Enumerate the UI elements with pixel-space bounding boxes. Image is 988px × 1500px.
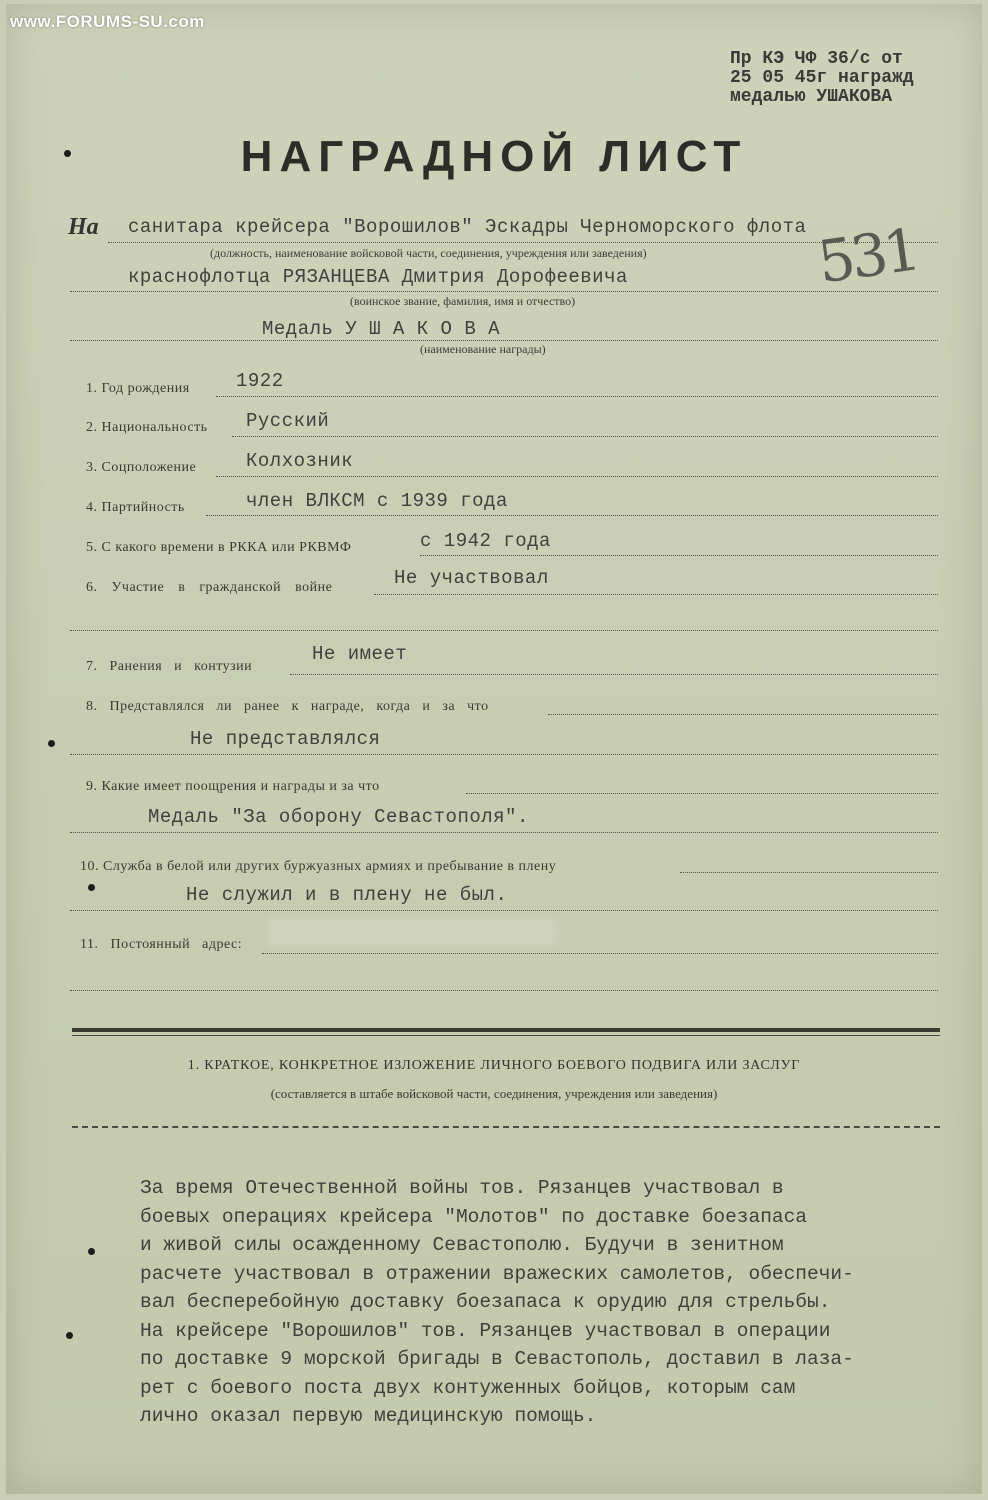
punch-hole bbox=[48, 740, 55, 747]
field-value-social-status: Колхозник bbox=[246, 450, 354, 472]
section-subtitle: (составляется в штабе войсковой части, соединения, учреждения или заведения) bbox=[270, 1086, 718, 1101]
field-label-previous-award: 8. Представлялся ли ранее к награде, когда и за что bbox=[86, 699, 489, 714]
field-line bbox=[216, 396, 938, 397]
field-value-nationality: Русский bbox=[246, 410, 330, 432]
narrative-line: по доставке 9 морской бригады в Севастополь, доставил в лаза- bbox=[140, 1348, 854, 1370]
position-line bbox=[108, 242, 938, 243]
field-label-party: 4. Партийность bbox=[86, 500, 185, 515]
field-line bbox=[548, 714, 938, 715]
narrative-line: За время Отечественной войны тов. Рязанцев участвовал в bbox=[140, 1177, 784, 1199]
document-title: НАГРАДНОЙ ЛИСТ bbox=[240, 132, 748, 181]
section-rule bbox=[72, 1028, 940, 1032]
field-line bbox=[206, 515, 938, 516]
handwritten-number: 531 bbox=[813, 215, 921, 297]
field-line bbox=[374, 594, 938, 595]
narrative-line: вал бесперебойную доставку боезапаса к орудию для стрельбы. bbox=[140, 1291, 831, 1313]
award-caption: (наименование награды) bbox=[420, 342, 546, 356]
field-value-previous-award: Не представлялся bbox=[190, 728, 381, 750]
field-value-birth-year: 1922 bbox=[236, 370, 284, 392]
name-line bbox=[70, 291, 938, 292]
section-rule-thin bbox=[72, 1035, 940, 1036]
narrative-line: лично оказал первую медицинскую помощь. bbox=[140, 1405, 597, 1427]
field-line bbox=[70, 910, 938, 911]
field-label-birth-year: 1. Год рождения bbox=[86, 381, 190, 396]
na-label: На bbox=[68, 214, 99, 240]
field-value-service-since: с 1942 года bbox=[420, 530, 551, 552]
field-label-address: 11. Постоянный адрес: bbox=[80, 937, 243, 952]
field-label-civil-war: 6. Участие в гражданской войне bbox=[86, 580, 333, 595]
field-line bbox=[70, 754, 938, 755]
punch-hole bbox=[64, 150, 71, 157]
field-line-extra bbox=[70, 990, 938, 991]
field-line bbox=[70, 832, 938, 833]
address-redaction bbox=[268, 918, 558, 946]
field-label-wounds: 7. Ранения и контузии bbox=[86, 659, 253, 674]
punch-hole bbox=[66, 1332, 73, 1339]
field-label-nationality: 2. Национальность bbox=[86, 420, 208, 435]
field-line bbox=[290, 674, 938, 675]
field-value-wounds: Не имеет bbox=[312, 643, 408, 665]
punch-hole bbox=[88, 1248, 95, 1255]
field-line bbox=[262, 953, 938, 954]
name-value: краснофлотца РЯЗАНЦЕВА Дмитрия Дорофеевича bbox=[128, 266, 628, 288]
punch-hole bbox=[88, 884, 95, 891]
narrative-line: рет с боевого поста двух контуженных бойцов, которым сам bbox=[140, 1376, 796, 1399]
stamp-line: Пр КЭ ЧФ 36/с от bbox=[730, 49, 903, 69]
award-line bbox=[70, 340, 938, 341]
field-label-service-since: 5. С какого времени в РККА или РКВМФ bbox=[86, 540, 352, 555]
field-value-awards: Медаль "За оборону Севастополя". bbox=[148, 806, 529, 828]
field-label-social-status: 3. Соцположение bbox=[86, 460, 197, 475]
field-line bbox=[420, 555, 938, 556]
position-value: санитара крейсера "Ворошилов" Эскадры Черноморского флота bbox=[128, 216, 807, 238]
field-label-white-army: 10. Служба в белой или других буржуазных армиях и пребывание в плену bbox=[80, 859, 557, 874]
stamp-line: 25 05 45г награжд bbox=[730, 68, 914, 88]
field-value-civil-war: Не участвовал bbox=[394, 567, 549, 589]
narrative-line: расчете участвовал в отражении вражеских самолетов, обеспечи- bbox=[140, 1262, 854, 1285]
field-line bbox=[232, 436, 938, 437]
field-value-party: член ВЛКСМ с 1939 года bbox=[246, 490, 508, 512]
field-line-extra bbox=[70, 630, 938, 631]
position-caption: (должность, наименование войсковой части, соединения, учреждения или заведения) bbox=[210, 246, 647, 260]
field-line bbox=[680, 872, 938, 873]
stamp-line: медалью УШАКОВА bbox=[730, 87, 893, 107]
section-title: 1. КРАТКОЕ, КОНКРЕТНОЕ ИЗЛОЖЕНИЕ ЛИЧНОГО БОЕВОГО ПОДВИГА ИЛИ ЗАСЛУГ bbox=[187, 1058, 801, 1073]
award-value: Медаль У Ш А К О В А bbox=[262, 318, 501, 340]
name-caption: (воинское звание, фамилия, имя и отчество) bbox=[350, 294, 576, 308]
narrative-line: На крейсере "Ворошилов" тов. Рязанцев участвовал в операции bbox=[140, 1319, 831, 1342]
site-watermark: www.FORUMS-SU.com bbox=[10, 12, 205, 31]
narrative bbox=[140, 1174, 970, 1431]
order-stamp bbox=[730, 50, 960, 107]
narrative-line: и живой силы осажденному Севастополю. Будучи в зенитном bbox=[140, 1234, 784, 1256]
field-value-white-army: Не служил и в плену не был. bbox=[186, 884, 508, 906]
field-line bbox=[466, 793, 938, 794]
field-line bbox=[216, 476, 938, 477]
field-label-awards: 9. Какие имеет поощрения и награды и за что bbox=[86, 779, 380, 794]
section-rule-dashed bbox=[72, 1126, 940, 1128]
narrative-line: боевых операциях крейсера "Молотов" по доставке боезапаса bbox=[140, 1205, 808, 1228]
